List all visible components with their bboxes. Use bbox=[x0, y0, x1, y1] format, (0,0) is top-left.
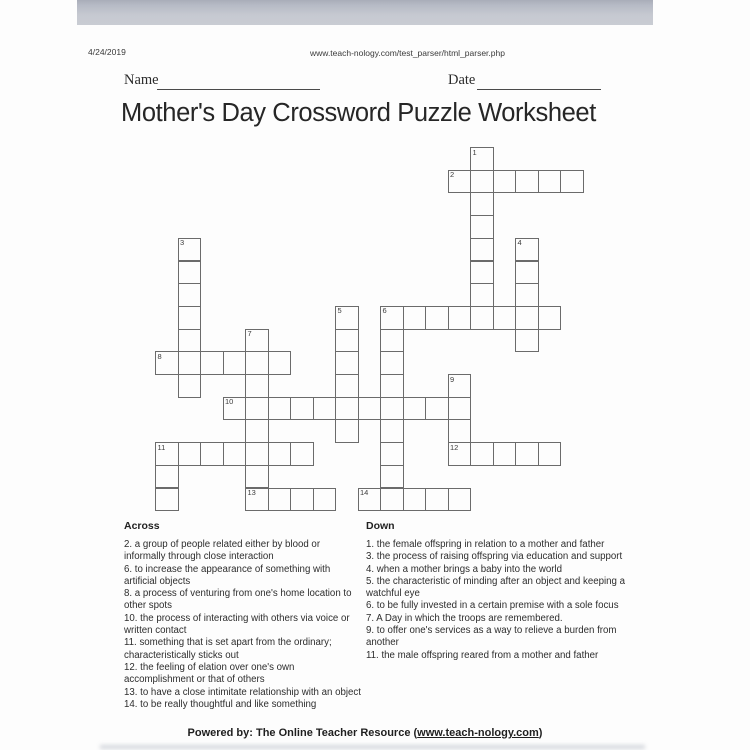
crossword-cell bbox=[470, 283, 494, 307]
crossword-cell bbox=[470, 238, 494, 262]
footer-text-prefix: Powered by: The Online Teacher Resource ( bbox=[187, 727, 418, 739]
crossword-cell bbox=[290, 442, 314, 466]
crossword-cell bbox=[538, 306, 562, 330]
date-label: Date bbox=[448, 72, 476, 88]
clue-item: 7. A Day in which the troops are remembered. bbox=[366, 612, 563, 624]
clue-item: 6. to increase the appearance of something with artificial objects bbox=[124, 563, 331, 587]
crossword-cell bbox=[515, 442, 539, 466]
crossword-cell bbox=[515, 261, 539, 285]
crossword-cell bbox=[335, 329, 359, 353]
crossword-cell bbox=[470, 147, 494, 171]
crossword-cell-number: 7 bbox=[247, 329, 252, 339]
crossword-cell-number: 12 bbox=[450, 442, 459, 452]
clue-item: 8. a process of venturing from one's home location to other spots bbox=[124, 588, 352, 612]
clue-item: 11. the male offspring reared from a mother and father bbox=[366, 649, 599, 661]
crossword-cell bbox=[245, 351, 269, 375]
crossword-cell bbox=[448, 306, 472, 330]
crossword-cell-number: 4 bbox=[517, 238, 522, 248]
crossword-cell bbox=[155, 442, 179, 466]
clue-item: 14. to be really thoughtful and like something bbox=[124, 698, 317, 710]
print-header-url: www.teach-nology.com/test_parser/html_parser.php bbox=[310, 48, 505, 58]
crossword-cell bbox=[245, 329, 269, 353]
crossword-cell bbox=[380, 351, 404, 375]
crossword-cell-number: 13 bbox=[247, 488, 256, 497]
crossword-cell bbox=[178, 283, 202, 307]
crossword-cell bbox=[470, 215, 494, 239]
crossword-cell bbox=[178, 238, 202, 262]
crossword-cell-number: 8 bbox=[157, 351, 162, 361]
clue-item: 5. the characteristic of minding after an object and keeping a watchful eye bbox=[366, 575, 626, 600]
crossword-cell bbox=[335, 419, 359, 443]
crossword-cell bbox=[493, 306, 517, 330]
clue-item: 10. the process of interacting with others via voice or written contact bbox=[124, 612, 350, 637]
crossword-cell bbox=[380, 488, 404, 512]
crossword-cell bbox=[448, 170, 472, 194]
clue-item: 13. to have a close intimitate relationship with an object bbox=[124, 686, 361, 698]
crossword-cell bbox=[448, 442, 472, 466]
crossword-cell bbox=[335, 306, 359, 330]
crossword-cell bbox=[335, 374, 359, 398]
crossword-cell bbox=[313, 397, 337, 421]
crossword-cell-number: 14 bbox=[360, 488, 369, 497]
crossword-cell bbox=[380, 465, 404, 489]
crossword-cell bbox=[178, 261, 202, 285]
crossword-cell bbox=[290, 397, 314, 421]
crossword-cell bbox=[178, 329, 202, 353]
crossword-cell bbox=[178, 442, 202, 466]
crossword-cell bbox=[403, 488, 427, 512]
crossword-cell bbox=[493, 442, 517, 466]
crossword-cell bbox=[200, 351, 224, 375]
crossword-cell bbox=[425, 306, 449, 330]
crossword-cell bbox=[313, 488, 337, 512]
crossword-cell bbox=[335, 351, 359, 375]
footer bbox=[77, 727, 653, 739]
crossword-cell bbox=[223, 351, 247, 375]
crossword-cell bbox=[380, 419, 404, 443]
crossword-cell bbox=[493, 170, 517, 194]
crossword-cell bbox=[515, 306, 539, 330]
crossword-cell-number: 2 bbox=[450, 170, 455, 180]
crossword-cell bbox=[470, 192, 494, 216]
across-clues-header: Across bbox=[124, 520, 160, 532]
crossword-cell bbox=[380, 397, 404, 421]
crossword-cell bbox=[245, 488, 269, 512]
crossword-cell bbox=[538, 442, 562, 466]
crossword-cell bbox=[380, 374, 404, 398]
crossword-cell bbox=[358, 397, 382, 421]
crossword-cell bbox=[155, 351, 179, 375]
crossword-cell-number: 11 bbox=[157, 442, 166, 452]
crossword-cell bbox=[178, 351, 202, 375]
crossword-cell bbox=[200, 442, 224, 466]
crossword-cell bbox=[358, 488, 382, 512]
crossword-cell bbox=[515, 170, 539, 194]
down-clues-header: Down bbox=[366, 520, 395, 532]
crossword-cell-number: 10 bbox=[225, 397, 234, 407]
crossword-cell bbox=[223, 442, 247, 466]
crossword-cell bbox=[515, 238, 539, 262]
crossword-cell bbox=[448, 419, 472, 443]
crossword-cell-number: 3 bbox=[180, 238, 185, 248]
crossword-cell bbox=[470, 261, 494, 285]
clue-item: 2. a group of people related either by blood or informally through close interaction bbox=[124, 539, 321, 563]
crossword-cell bbox=[425, 397, 449, 421]
crossword-cell bbox=[470, 306, 494, 330]
worksheet-title: Mother's Day Crossword Puzzle Worksheet bbox=[121, 99, 596, 127]
crossword-cell bbox=[470, 170, 494, 194]
crossword-cell bbox=[268, 442, 292, 466]
crossword-cell bbox=[335, 397, 359, 421]
down-clue-list bbox=[366, 539, 634, 662]
crossword-cell bbox=[538, 170, 562, 194]
crossword-cell bbox=[380, 329, 404, 353]
crossword-cell bbox=[245, 442, 269, 466]
crossword-cell bbox=[403, 306, 427, 330]
crossword-cell bbox=[448, 397, 472, 421]
crossword-cell bbox=[425, 488, 449, 512]
crossword-cell bbox=[245, 397, 269, 421]
crossword-cell-number: 9 bbox=[450, 374, 455, 384]
crossword-cell-number: 1 bbox=[472, 147, 477, 157]
crossword-cell bbox=[380, 442, 404, 466]
crossword-cell bbox=[448, 488, 472, 512]
clue-item: 3. the process of raising offspring via education and support bbox=[366, 551, 623, 563]
crossword-cell bbox=[178, 374, 202, 398]
scan-bottom-edge bbox=[100, 745, 645, 749]
clue-item: 4. when a mother brings a baby into the world bbox=[366, 563, 563, 575]
clue-item: 12. the feeling of elation over one's own accomplishment or that of others bbox=[124, 661, 295, 686]
crossword-cell bbox=[470, 442, 494, 466]
name-label: Name bbox=[124, 72, 159, 88]
footer-text-suffix: ) bbox=[538, 727, 543, 739]
crossword-cell bbox=[245, 419, 269, 443]
crossword-cell bbox=[380, 306, 404, 330]
crossword-cell bbox=[178, 306, 202, 330]
print-header-date: 4/24/2019 bbox=[88, 47, 126, 57]
crossword-cell bbox=[515, 329, 539, 353]
footer-link: www.teach-nology.com bbox=[417, 727, 539, 739]
crossword-cell bbox=[268, 351, 292, 375]
across-clues-section bbox=[124, 520, 364, 711]
crossword-cell bbox=[403, 397, 427, 421]
crossword-cell bbox=[515, 283, 539, 307]
crossword-cell bbox=[268, 488, 292, 512]
crossword-cell bbox=[245, 374, 269, 398]
crossword-cell bbox=[268, 397, 292, 421]
crossword-cell bbox=[155, 488, 179, 512]
clue-item: 6. to be fully invested in a certain premise with a sole focus bbox=[366, 600, 619, 612]
clue-item: 1. the female offspring in relation to a mother and father bbox=[366, 539, 605, 550]
clue-item: 9. to offer one's services as a way to relieve a burden from another bbox=[366, 625, 617, 649]
crossword-cell-number: 5 bbox=[337, 306, 342, 316]
crossword-cell bbox=[245, 465, 269, 489]
clue-item: 11. something that is set apart from the ordinary; characteristically sticks out bbox=[124, 637, 332, 661]
crossword-cell bbox=[223, 397, 247, 421]
crossword-cell bbox=[290, 488, 314, 512]
crossword-cell bbox=[448, 374, 472, 398]
across-clue-list bbox=[124, 539, 364, 711]
crossword-cell bbox=[560, 170, 584, 194]
crossword-cell-number: 6 bbox=[382, 306, 387, 316]
crossword-cell bbox=[155, 465, 179, 489]
down-clues-section bbox=[366, 520, 634, 662]
